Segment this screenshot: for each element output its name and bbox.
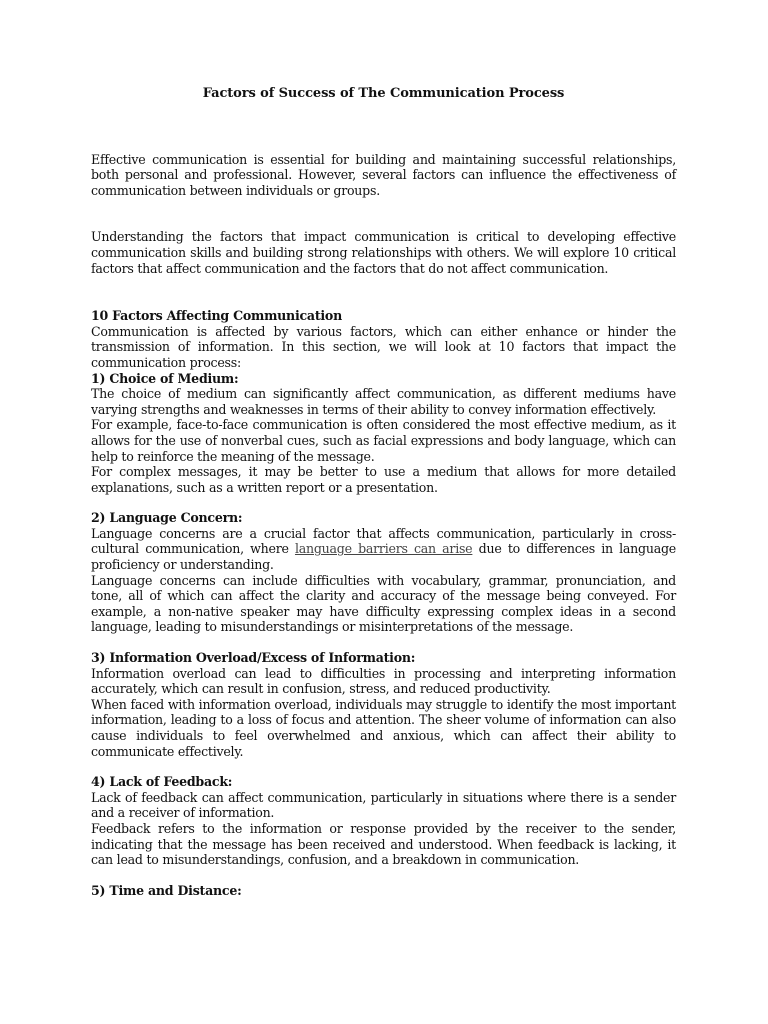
section-time-and-distance: [91, 883, 676, 899]
section-choice-of-medium: [91, 371, 676, 496]
section-paragraph: When faced with information overload, individuals may struggle to identify the most important information, leading to a loss of focus and attention. The sheer volume of information can also cause individuals to feel overwhelmed and anxious, which can affect their ability to communicate effectively.: [91, 696, 676, 759]
section-heading: 2) Language Concern:: [91, 510, 243, 526]
section-lack-of-feedback: [91, 774, 676, 868]
factors-intro-paragraph: Communication is affected by various factors, which can either enhance or hinder the transmission of information. In this section, we will look at 10 factors that impact the communication process:: [91, 323, 676, 370]
paragraph-text: due to differences in language proficiency or understanding.: [91, 541, 676, 573]
intro-paragraph-2: Understanding the factors that impact communication is critical to developing effective communication skills and building strong relationships with others. We will explore 10 critical factors that affect communication and the factors that do not affect communication.: [91, 229, 676, 276]
intro-paragraph-1: Effective communication is essential for building and maintaining successful relationships, both personal and professional. However, several factors can influence the effectiveness of communication between individuals or groups.: [91, 151, 676, 198]
section-heading: 4) Lack of Feedback:: [91, 774, 233, 790]
section-paragraph: Language concerns can include difficulties with vocabulary, grammar, pronunciation, and tone, all of which can affect the clarity and accuracy of the message being conveyed. For example, a non-native speaker may have difficulty expressing complex ideas in a second language, leading to misunderstandings or misinterpretations of the message.: [91, 572, 676, 635]
paragraph-text: Language concerns are a crucial factor that affects communication, particularly in cross-cultural communication, where: [91, 525, 676, 557]
document-body: [91, 86, 676, 913]
section-paragraph: The choice of medium can significantly affect communication, as different mediums have varying strengths and weaknesses in terms of their ability to convey information effectively.: [91, 386, 676, 417]
section-paragraph: Lack of feedback can affect communication, particularly in situations where there is a sender and a receiver of information.: [91, 789, 676, 821]
section-language-concern: [91, 510, 676, 635]
section-paragraph: For complex messages, it may be better to use a medium that allows for more detailed explanations, such as a written report or a presentation.: [91, 464, 676, 495]
section-paragraph: Feedback refers to the information or response provided by the receiver to the sender, indicating that the message has been received and understood. When feedback is lacking, it can lead to misunderstandings, confusion, and a breakdown in communication.: [91, 820, 676, 868]
section-paragraph: [91, 526, 676, 573]
section-heading: 3) Information Overload/Excess of Information:: [91, 650, 416, 666]
factors-heading: 10 Factors Affecting Communication: [91, 308, 342, 324]
section-information-overload: [91, 650, 676, 759]
document-title: Factors of Success of The Communication Process: [202, 86, 565, 101]
language-barriers-link[interactable]: language barriers can arise: [294, 541, 473, 557]
section-paragraph: Information overload can lead to difficulties in processing and interpreting information accurately, which can result in confusion, stress, and reduced productivity.: [91, 665, 676, 697]
section-paragraph: For example, face-to-face communication is often considered the most effective medium, as it allows for the use of nonverbal cues, such as facial expressions and body language, which can help to reinforce the meaning of the message.: [91, 417, 676, 464]
section-heading: 1) Choice of Medium:: [91, 370, 239, 386]
section-heading: 5) Time and Distance:: [91, 882, 242, 898]
